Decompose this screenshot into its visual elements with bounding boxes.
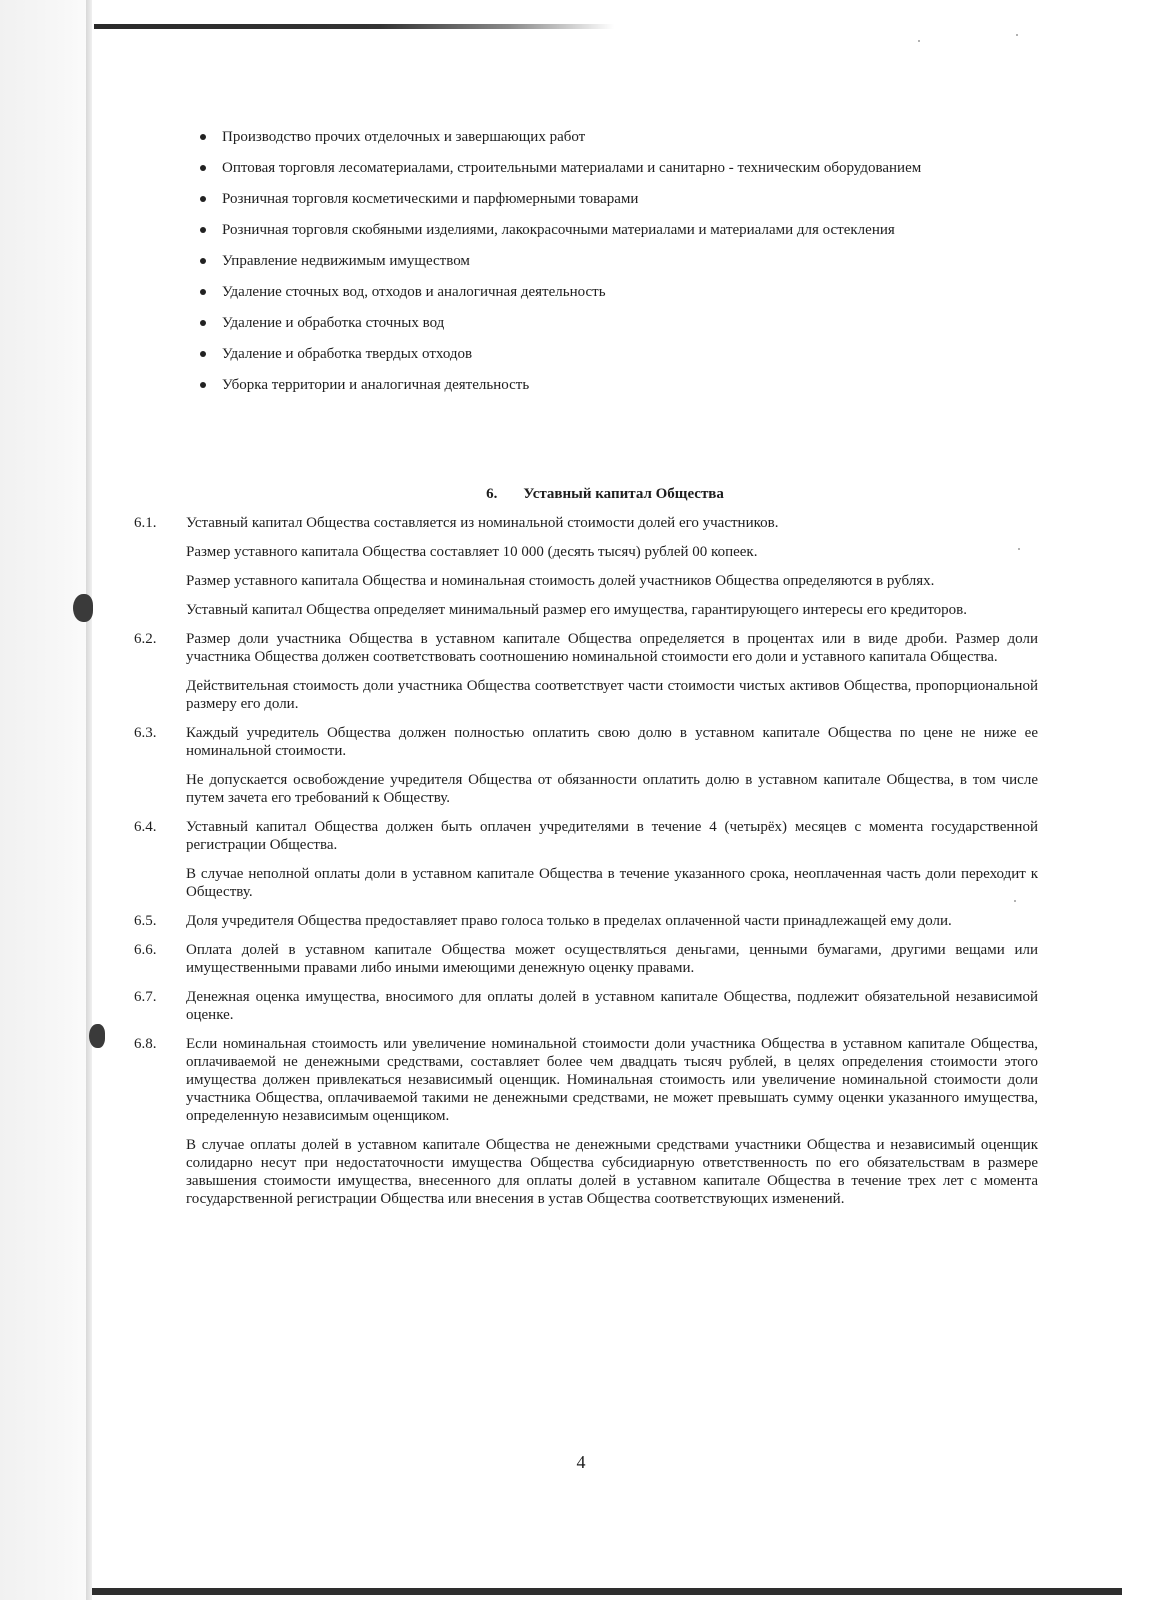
page-number: 4 — [576, 1452, 586, 1472]
clause-paragraph: Размер доли участника Общества в уставном капитале Общества определяется в процентах или в виде дроби. Размер доли участника Общества должен соответствовать соотношению номинальной стоимости его доли и уставного капитала Общества. — [186, 631, 1038, 665]
bullet-icon — [200, 258, 206, 264]
clause-number: 6.3. — [134, 725, 157, 741]
section-title: Уставный капитал Общества — [523, 486, 724, 502]
bullet-item: Розничная торговля скобяными изделиями, лакокрасочными материалами и материалами для остекления — [196, 221, 1030, 239]
clause-paragraph: Уставный капитал Общества должен быть оплачен учредителями в течение 4 (четырёх) месяцев с момента государственной регистрации Общества. — [186, 819, 1038, 853]
clause-number: 6.6. — [134, 942, 157, 958]
bullet-item: Удаление и обработка твердых отходов — [196, 345, 1030, 363]
bullet-icon — [200, 134, 206, 140]
punch-hole-mark — [89, 1024, 105, 1048]
activity-bullet-list — [196, 128, 1030, 407]
scan-page-edge — [86, 0, 92, 1600]
scan-left-margin — [0, 0, 88, 1600]
clause-number: 6.5. — [134, 913, 157, 929]
clause-paragraph: Денежная оценка имущества, вносимого для оплаты долей в уставном капитале Общества, подлежит обязательной независимой оценке. — [186, 989, 1038, 1023]
clause-6-5 — [134, 912, 1038, 930]
clause-number: 6.2. — [134, 631, 157, 647]
clause-paragraph: Каждый учредитель Общества должен полностью оплатить свою долю в уставном капитале Общества по цене не ниже ее номинальной стоимости. — [186, 725, 1038, 759]
punch-hole-mark — [73, 594, 93, 622]
bullet-icon — [200, 289, 206, 295]
bullet-icon — [200, 351, 206, 357]
clause-number: 6.4. — [134, 819, 157, 835]
bullet-icon — [200, 382, 206, 388]
clause-paragraph: В случае оплаты долей в уставном капитале Общества не денежными средствами участники Общества и независимый оценщик солидарно несут при недостаточности имущества Общества субсидиарную ответственность по его обязательствам в размере завышения стоимости имущества, внесенного для оплаты долей в уставном капитале Общества в течение трех лет с момента государственной регистрации Общества или внесения в устав Общества соответствующих изменений. — [186, 1137, 1038, 1207]
clause-paragraph: Действительная стоимость доли участника Общества соответствует части стоимости чистых активов Общества, пропорциональной размеру его доли. — [186, 678, 1038, 712]
section-heading — [180, 485, 1030, 503]
clause-paragraph: Если номинальная стоимость или увеличение номинальной стоимости доли участника Общества в уставном капитале Общества, оплачиваемой не денежными средствами, составляет более чем двадцать тысяч рублей, в целях определения стоимости этого имущества должен привлекаться независимый оценщик. Номинальная стоимость или увеличение номинальной стоимости доли участника Общества, оплачиваемой такими не денежными средствами, не может превышать сумму оценки указанного имущества, определенную независимым оценщиком. — [186, 1036, 1038, 1124]
clause-number: 6.8. — [134, 1036, 157, 1052]
clause-paragraph: Оплата долей в уставном капитале Общества может осуществляться деньгами, ценными бумагами, другими вещами или имущественными правами либо иными имеющими денежную оценку правами. — [186, 942, 1038, 976]
bullet-icon — [200, 320, 206, 326]
clause-paragraph: Размер уставного капитала Общества составляет 10 000 (десять тысяч) рублей 00 копеек. — [186, 544, 758, 560]
clause-paragraph: Не допускается освобождение учредителя Общества от обязанности оплатить долю в уставном капитале Общества, в том числе путем зачета его требований к Обществу. — [186, 772, 1038, 806]
top-border-line — [94, 24, 614, 29]
scan-speck — [1016, 34, 1018, 36]
scan-speck — [918, 40, 920, 42]
bottom-border-line — [92, 1588, 1122, 1595]
clause-number: 6.1. — [134, 515, 157, 531]
bullet-item: Оптовая торговля лесоматериалами, строительными материалами и санитарно - техническим оборудованием — [196, 159, 1030, 177]
bullet-icon — [200, 165, 206, 171]
clause-6-7 — [134, 988, 1038, 1024]
section-body — [134, 514, 1038, 1219]
bullet-item: Управление недвижимым имуществом — [196, 252, 1030, 270]
bullet-icon — [200, 196, 206, 202]
bullet-icon — [200, 227, 206, 233]
bullet-item: Уборка территории и аналогичная деятельность — [196, 376, 1030, 394]
bullet-item: Розничная торговля косметическими и парфюмерными товарами — [196, 190, 1030, 208]
clause-number: 6.7. — [134, 989, 157, 1005]
clause-6-6 — [134, 941, 1038, 977]
bullet-item: Производство прочих отделочных и завершающих работ — [196, 128, 1030, 146]
clause-paragraph: Уставный капитал Общества составляется из номинальной стоимости долей его участников. — [186, 515, 779, 531]
clause-6-4 — [134, 818, 1038, 901]
clause-paragraph: В случае неполной оплаты доли в уставном капитале Общества в течение указанного срока, неоплаченная часть доли переходит к Обществу. — [186, 866, 1038, 900]
clause-paragraph: Доля учредителя Общества предоставляет право голоса только в пределах оплаченной части принадлежащей ему доли. — [186, 913, 952, 929]
clause-6-2 — [134, 630, 1038, 713]
bullet-item: Удаление сточных вод, отходов и аналогичная деятельность — [196, 283, 1030, 301]
bullet-item: Удаление и обработка сточных вод — [196, 314, 1030, 332]
clause-paragraph: Размер уставного капитала Общества и номинальная стоимость долей участников Общества определяются в рублях. — [186, 573, 935, 589]
clause-paragraph: Уставный капитал Общества определяет минимальный размер его имущества, гарантирующего интересы его кредиторов. — [186, 602, 968, 618]
clause-6-1 — [134, 514, 1038, 619]
clause-6-8 — [134, 1035, 1038, 1208]
clause-6-3 — [134, 724, 1038, 807]
section-number: 6. — [486, 486, 498, 502]
